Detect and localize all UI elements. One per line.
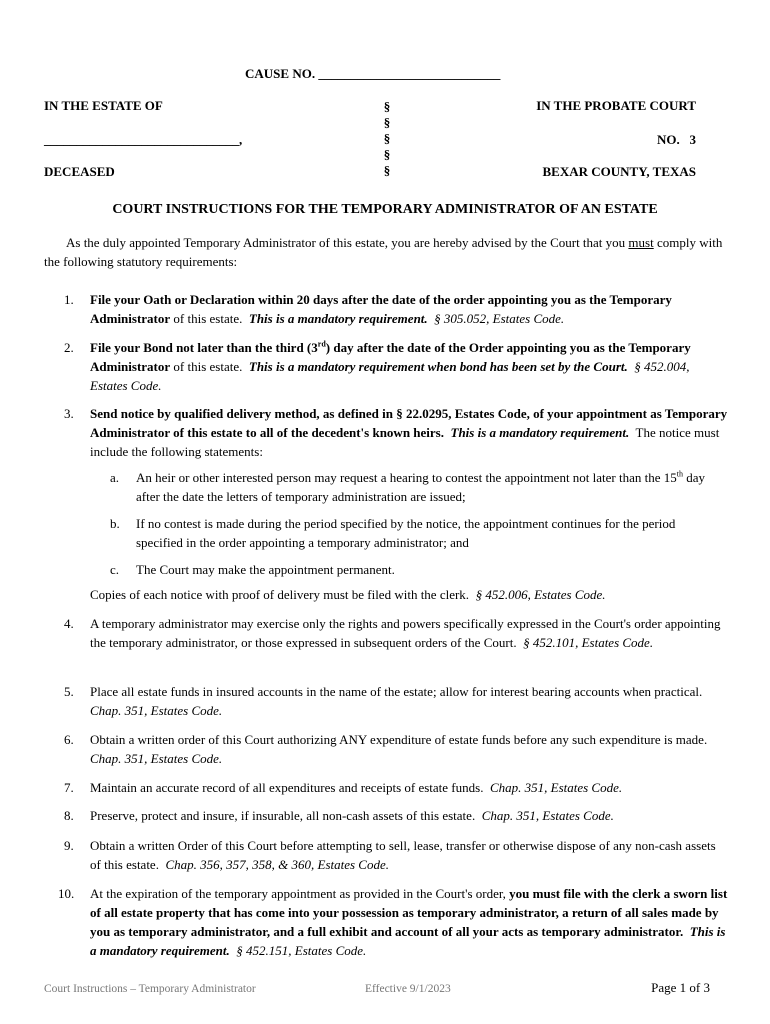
- list-item: 8. Preserve, protect and insure, if insurable, all non-cash assets of this estate. Chap. 351, Estates Code.: [64, 808, 614, 823]
- estate-of-label: IN THE ESTATE OF: [44, 98, 163, 113]
- list-item: 9. Obtain a written Order of this Court before attempting to sell, lease, transfer or otherwise dispose of any non-cash assets of this estate. Chap. 356, 357, 358, & 360, Estates Code.: [64, 838, 719, 872]
- must-emphasis: must: [628, 235, 654, 250]
- footer-effective-date: Effective 9/1/2023: [365, 983, 451, 995]
- list-item: 1. File your Oath or Declaration within 20 days after the date of the order appointing you as the Temporary Administrator of this estate. This is a mandatory requirement. § 305.052, Estates Code.: [64, 292, 672, 326]
- sub-list-item: c. The Court may make the appointment permanent.: [110, 562, 395, 577]
- sub-list-item: a. An heir or other interested person may request a hearing to contest the appointment not later than the 15th day after the date the letters of temporary administration are issued;: [110, 469, 706, 504]
- decedent-name-blank: ______________________________,: [44, 132, 243, 147]
- list-item: 3. Send notice by qualified delivery method, as defined in § 22.0295, Estates Code, of your appointment as Temporary Administrator of this estate to all of the decedent's known heirs. This is a mandatory requirement. The notice must include the following statements:: [64, 406, 728, 459]
- section-marks: § § § § §: [383, 99, 391, 178]
- county-name: BEXAR COUNTY, TEXAS: [542, 164, 696, 179]
- document-title: COURT INSTRUCTIONS FOR THE TEMPORARY ADMINISTRATOR OF AN ESTATE: [112, 202, 658, 217]
- list-item: 5. Place all estate funds in insured accounts in the name of the estate; allow for interest bearing accounts when practical. Chap. 351, Estates Code.: [64, 684, 709, 718]
- list-item: 2. File your Bond not later than the third (3rd) day after the date of the Order appointing you as the Temporary Administrator of this estate. This is a mandatory requirement when bond has been set by the Court. § 452.004, Estates Code.: [64, 339, 693, 393]
- cause-number: CAUSE NO. ____________________________: [245, 66, 501, 81]
- page-number: Page 1 of 3: [651, 980, 710, 995]
- deceased-label: DECEASED: [44, 164, 115, 179]
- list-item: 7. Maintain an accurate record of all expenditures and receipts of estate funds. Chap. 351, Estates Code.: [64, 780, 623, 795]
- list-item: 4. A temporary administrator may exercise only the rights and powers specifically expressed in the Court's order appointing the temporary administrator, or those expressed in subsequent orders of the Court. § 452.101, Estates Code.: [64, 616, 724, 650]
- intro-paragraph: As the duly appointed Temporary Administrator of this estate, you are hereby advised by the Court that you must comply with the following statutory requirements:: [44, 235, 723, 269]
- notice-copies-note: Copies of each notice with proof of delivery must be filed with the clerk. § 452.006, Estates Code.: [90, 587, 606, 602]
- footer-document-name: Court Instructions – Temporary Administrator: [44, 983, 256, 995]
- court-name: IN THE PROBATE COURT: [536, 98, 696, 113]
- court-number: NO. 3: [657, 132, 696, 147]
- list-item: 10. At the expiration of the temporary appointment as provided in the Court's order, you must file with the clerk a sworn list of all estate property that has come into your possession as temporary administrator, a return of all sales made by you as temporary administrator, and a full exhibit and account of all your acts as temporary administrator. This is a mandatory requirement. § 452.151, Estates Code.: [58, 886, 729, 958]
- list-item: 6. Obtain a written order of this Court authorizing ANY expenditure of estate funds before any such expenditure is made. Chap. 351, Estates Code.: [64, 732, 714, 766]
- sub-list-item: b. If no contest is made during the period specified by the notice, the appointment continues for the period specified in the order appointing a temporary administrator; and: [110, 516, 676, 550]
